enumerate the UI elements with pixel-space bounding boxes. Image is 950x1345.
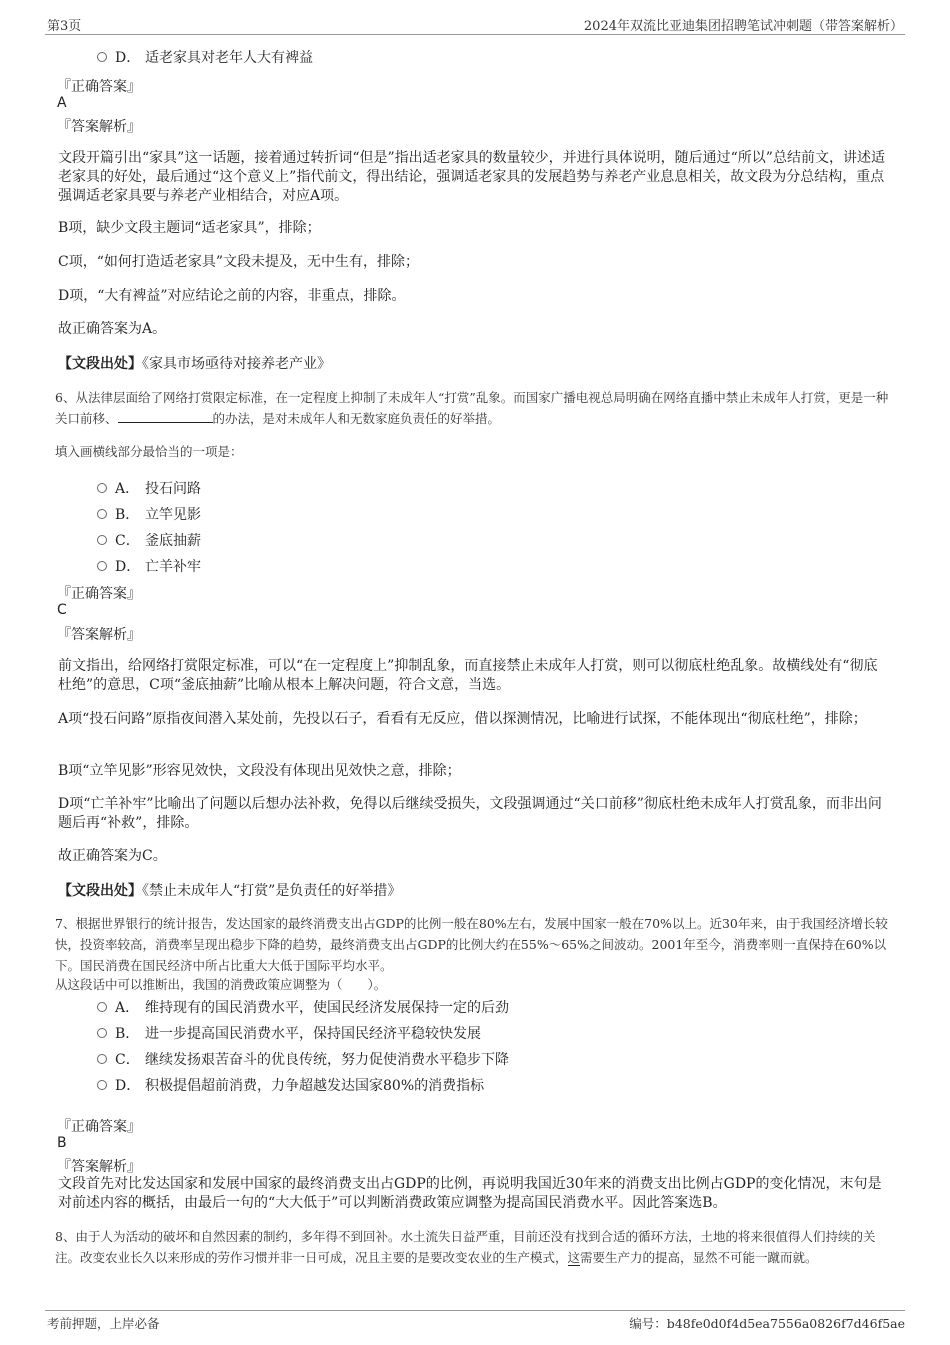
- q7-answer-label: 『正确答案』: [57, 1119, 141, 1135]
- footer-divider: [45, 1310, 905, 1311]
- page-number: 第3页: [47, 19, 82, 34]
- q7-option-d[interactable]: D． 积极提倡超前消费，力争超越发达国家80%的消费指标: [97, 1075, 484, 1095]
- q8-stem: 8、由于人为活动的破坏和自然因素的制约，多年得不到回补。水土流失日益严重，目前还没有找到合适的循环方法，土地的将来很值得人们持续的关注。改变农业长久以来形成的劳作习惯并非一日可成，况且主要的是要改变农业的生产模式，这需要生产力的提高，显然不可能一蹴而就。: [55, 1229, 876, 1265]
- q6-analysis-p2: A项“投石问路”原指夜间潜入某处前，先投以石子，看看有无反应，借以探测情况，比喻进行试探，不能体现出“彻底杜绝”，排除；: [58, 711, 867, 727]
- q6-source: 【文段出处】《禁止未成年人“打赏”是负责任的好举措》: [58, 883, 402, 899]
- q5-answer: A: [57, 95, 67, 111]
- footer-slogan: 考前押题，上岸必备: [47, 1316, 160, 1331]
- radio-icon[interactable]: [97, 1054, 107, 1064]
- q6-analysis-p1: 前文指出，给网络打赏限定标准，可以“在一定程度上”抑制乱象，而直接禁止未成年人打赏，则可以彻底杜绝乱象。故横线处有“彻底杜绝”的意思，C项“釜底抽薪”比喻从根本上解决问题，符合文意，当选。: [58, 658, 878, 693]
- q5-analysis-p2: B项，缺少文段主题词“适老家具”，排除；: [58, 220, 321, 236]
- radio-icon[interactable]: [97, 483, 107, 493]
- q7-stem: 7、根据世界银行的统计报告，发达国家的最终消费支出占GDP的比例一般在80%左右，发展中国家一般在70%以上。近30年来，由于我国经济增长较快，投资率较高，消费率呈现出稳步下降的趋势，最终消费支出占GDP的比例大约在55%～65%之间波动。2001年至今，消费率则一直保持在60%以下。国民消费在国民经济中所占比重大大低于国际平均水平。: [55, 916, 888, 973]
- document-title: 2024年双流比亚迪集团招聘笔试冲刺题（带答案解析）: [583, 19, 903, 34]
- q5-analysis-p1: 文段开篇引出“家具”这一话题，接着通过转折词“但是”指出适老家具的数量较少，并进行具体说明，随后通过“所以”总结前文，讲述适老家具的好处，最后通过“这个意义上”指代前文，得出结论，强调适老家具的发展趋势与养老产业息息相关，故文段为分总结构，重点强调适老家具要与养老产业相结合，对应A项。: [58, 150, 885, 204]
- radio-icon[interactable]: [97, 509, 107, 519]
- q5-analysis-p5: 故正确答案为A。: [58, 321, 167, 337]
- radio-icon[interactable]: [97, 561, 107, 571]
- q7-option-b[interactable]: B． 进一步提高国民消费水平，保持国民经济平稳较快发展: [97, 1023, 481, 1043]
- radio-icon[interactable]: [97, 1002, 107, 1012]
- q6-analysis-p3: B项“立竿见影”形容见效快，文段没有体现出见效快之意，排除；: [58, 763, 461, 779]
- q6-option-c[interactable]: C． 釜底抽薪: [97, 530, 201, 550]
- fill-blank: [118, 409, 213, 423]
- q6-analysis-label: 『答案解析』: [57, 627, 141, 643]
- q7-option-a[interactable]: A． 维持现有的国民消费水平，使国民经济发展保持一定的后劲: [97, 997, 509, 1017]
- q6-option-d[interactable]: D． 亡羊补牢: [97, 556, 201, 576]
- q6-option-b[interactable]: B． 立竿见影: [97, 504, 201, 524]
- radio-icon[interactable]: [97, 52, 107, 62]
- q6-option-a[interactable]: A． 投石问路: [97, 478, 201, 498]
- q5-source: 【文段出处】《家具市场亟待对接养老产业》: [58, 356, 331, 372]
- q6-stem: 6、从法律层面给了网络打赏限定标准，在一定程度上抑制了未成年人“打赏”乱象。而国家广播电视总局明确在网络直播中禁止未成年人打赏，更是一种关口前移、 的办法，是对未成年人和无数家庭负责任的好举措。: [55, 390, 889, 426]
- q6-answer: C: [57, 602, 67, 618]
- q6-analysis-p5: 故正确答案为C。: [58, 848, 167, 864]
- q5-option-d[interactable]: D． 适老家具对老年人大有裨益: [97, 47, 313, 67]
- radio-icon[interactable]: [97, 1080, 107, 1090]
- q7-answer: B: [57, 1135, 67, 1151]
- header-divider: [45, 34, 905, 35]
- q5-answer-label: 『正确答案』: [57, 79, 141, 95]
- q6-answer-label: 『正确答案』: [57, 586, 141, 602]
- q7-option-c[interactable]: C． 继续发扬艰苦奋斗的优良传统，努力促使消费水平稳步下降: [97, 1049, 509, 1069]
- q5-analysis-p3: C项，“如何打造适老家具”文段未提及，无中生有，排除；: [58, 254, 420, 270]
- q5-analysis-label: 『答案解析』: [57, 119, 141, 135]
- q6-analysis-p4: D项“亡羊补牢”比喻出了问题以后想办法补救，免得以后继续受损失，文段强调通过“关口前移”彻底杜绝未成年人打赏乱象，而非出问题后再“补救”，排除。: [58, 796, 882, 831]
- q7-prompt: 从这段话中可以推断出，我国的消费政策应调整为（ ）。: [55, 977, 387, 992]
- document-id: 编号：b48fe0d0f4d5ea7556a0826f7d46f5ae: [629, 1316, 905, 1331]
- q6-prompt: 填入画横线部分最恰当的一项是：: [55, 444, 243, 459]
- radio-icon[interactable]: [97, 1028, 107, 1038]
- q7-analysis-label: 『答案解析』: [57, 1159, 141, 1175]
- radio-icon[interactable]: [97, 535, 107, 545]
- q5-analysis-p4: D项，“大有裨益”对应结论之前的内容，非重点，排除。: [58, 288, 406, 304]
- q7-analysis: 文段首先对比发达国家和发展中国家的最终消费支出占GDP的比例，再说明我国近30年来的消费支出比例占GDP的变化情况，末句是对前述内容的概括，由最后一句的“大大低于”可以判断消费政策应调整为提高国民消费水平。因此答案选B。: [58, 1176, 882, 1211]
